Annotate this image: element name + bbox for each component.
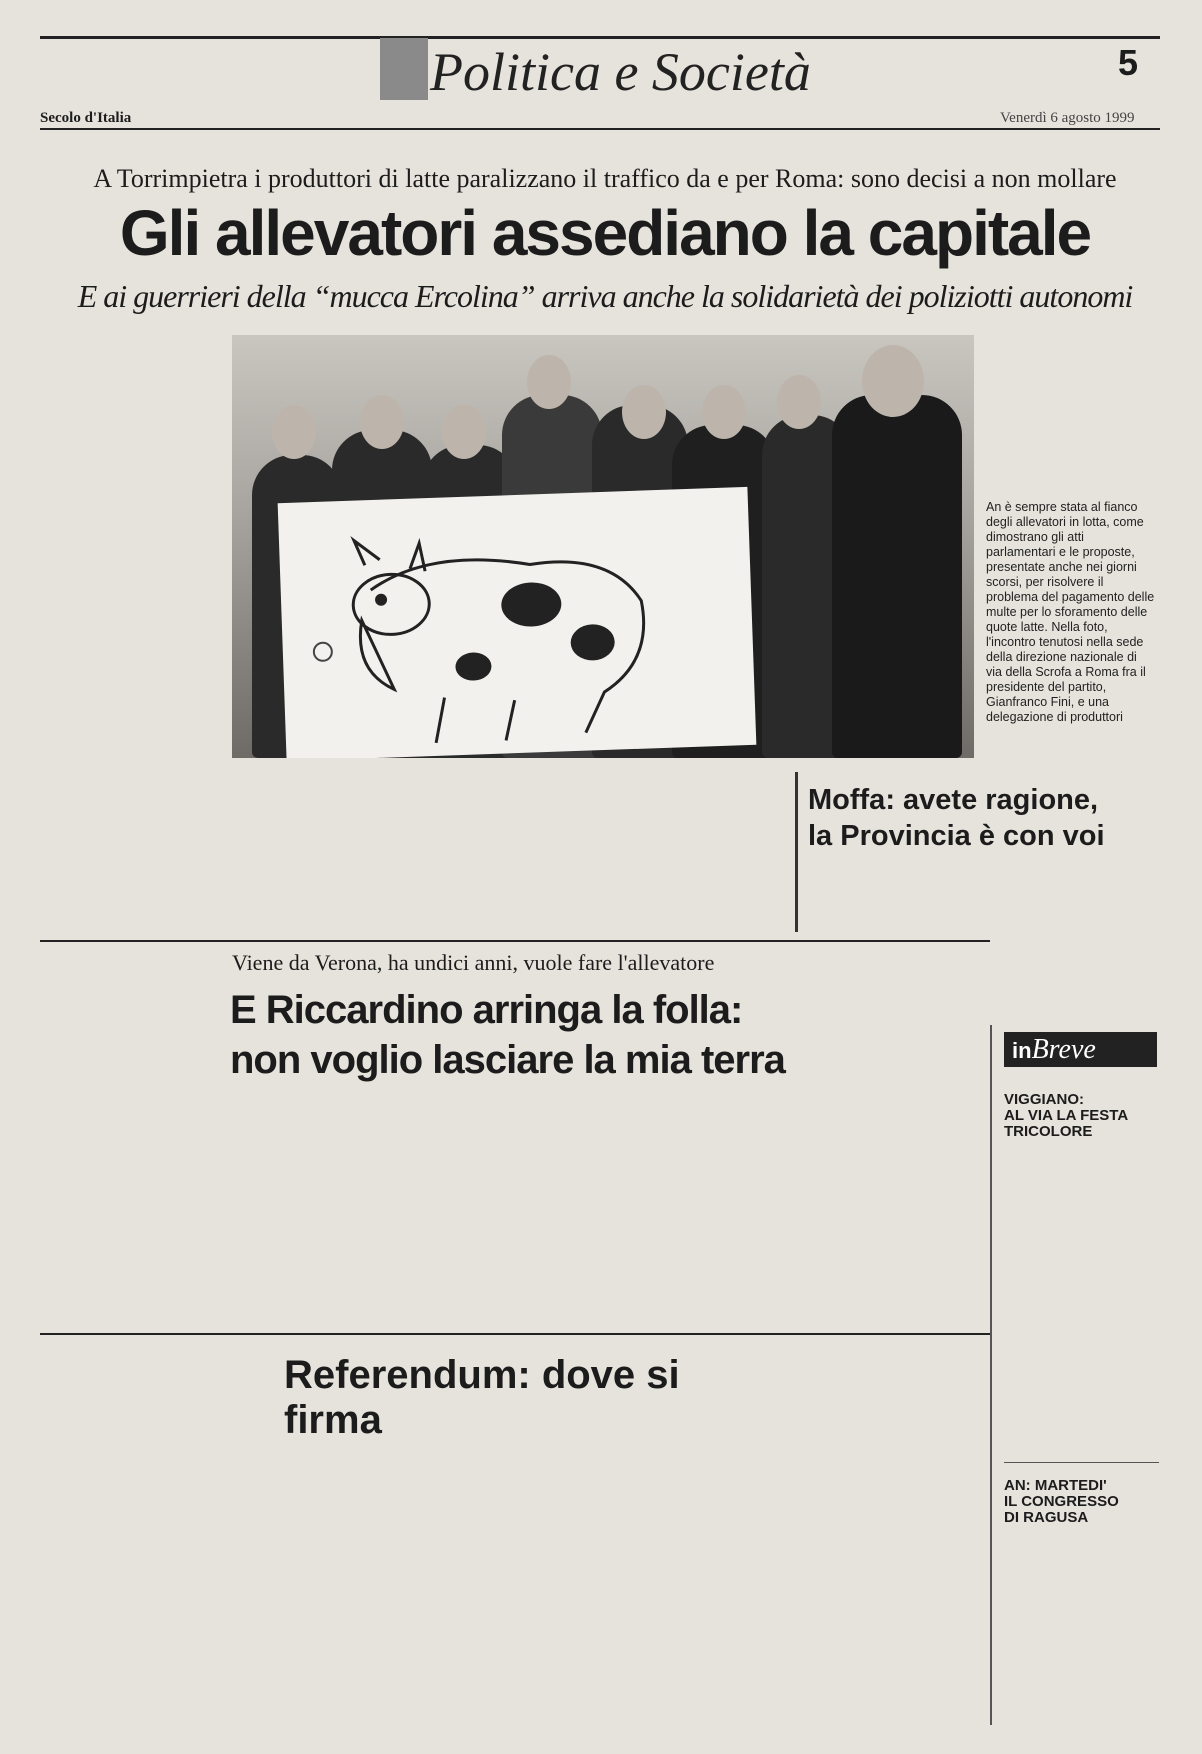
section-initial-block [380,38,428,100]
brief-ragusa-text [1004,1533,1162,1723]
section-divider-1 [40,940,990,942]
main-article-column-1 [40,332,222,914]
page-number: 5 [1118,42,1139,83]
brief-viggiano-title: VIGGIANO: AL VIA LA FESTA TRICOLORE [1004,1091,1129,1140]
referendum-column-4 [758,1345,988,1725]
riccardino-column-right [794,950,964,1295]
paper-name: Secolo d'Italia [40,110,132,126]
section-title: Politica e Società [380,38,850,108]
cow-drawing [278,487,757,758]
riccardino-headline: E Riccardino arringa la folla: non voglio lasciare la mia terra [230,988,785,1082]
in-breve-label: inBreve [1004,1032,1157,1067]
riccardino-kicker: Viene da Verona, ha undici anni, vuole fare l'allevatore [232,950,715,975]
main-headline: Gli allevatori assediano la capitale [119,197,1091,269]
main-kicker: A Torrimpietra i produttori di latte paralizzano il traffico da e per Roma: sono decisi a non mollare [93,164,1117,193]
brief-ragusa-title: AN: MARTEDI' IL CONGRESSO DI RAGUSA [1004,1477,1119,1526]
riccardino-column-1 [40,950,222,1295]
moffa-headline: Moffa: avete ragione, la Provincia è con voi [808,784,1105,852]
referendum-column-2 [280,1405,510,1725]
mucca-ercolina-flag [278,487,757,758]
masthead-rule [40,128,1160,130]
referendum-column-1 [40,1345,272,1725]
brief-viggiano-text [1004,1148,1162,1458]
section-divider-2 [40,1333,990,1335]
brief-separator [1004,1462,1159,1463]
riccardino-column-2 [232,1105,412,1295]
delegation-photo [232,335,974,758]
moffa-box-border [795,772,798,932]
in-breve-divider [990,1025,992,1725]
riccardino-column-4 [606,1105,784,1295]
moffa-article-text [842,862,1164,937]
referendum-headline: Referendum: dove si firma [284,1353,680,1442]
referendum-column-3 [518,1405,748,1725]
main-subheadline: E ai guerrieri della “mucca Ercolina” arriva anche la solidarietà dei poliziotti autonomi [77,278,1133,314]
main-article-column-3 [410,770,588,915]
main-article-column-4 [596,770,774,915]
main-article-column-2 [232,770,402,915]
riccardino-column-3 [420,1105,598,1295]
photo-caption: An è sempre stata al fianco degli allevatori in lotta, come dimostrano gli atti parlamentari e le proposte, presentate anche nei giorni scorsi, per risolvere il problema del pagamento delle multe per lo sforamento delle quote latte. Nella foto, l'incontro tenutosi nella sede della direzione nazionale di via della Scrofa a Roma fra il presidente del partito, Gianfranco Fini, e una delegazione di produttori [986,500,1155,724]
issue-date: Venerdì 6 agosto 1999 [1000,110,1135,126]
